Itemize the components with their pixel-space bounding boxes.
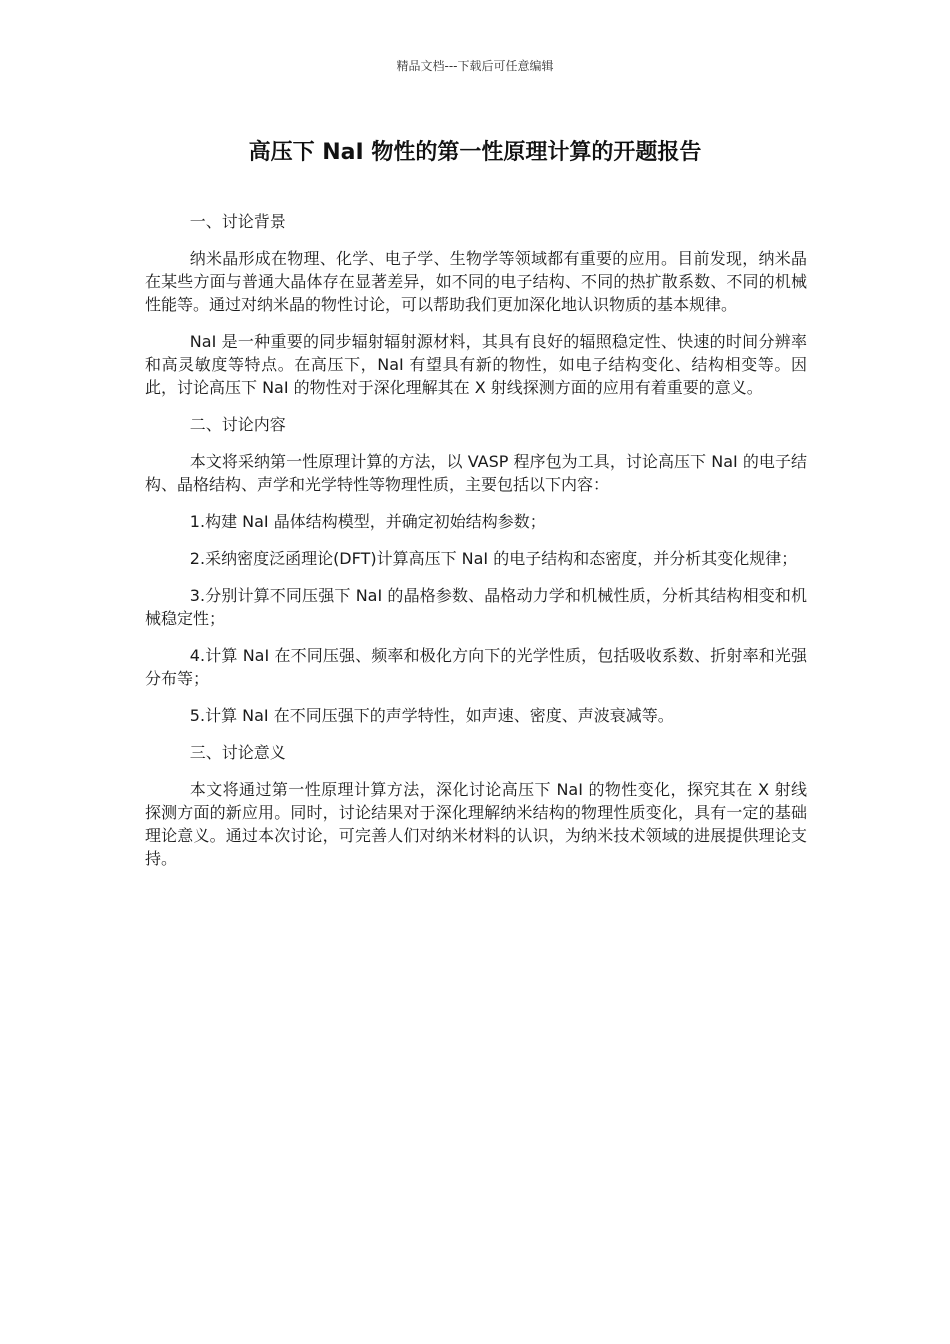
section-heading-content: 二、讨论内容: [189, 415, 286, 434]
document-body: [145, 210, 807, 884]
content-intro-paragraph: 本文将采纳第一性原理计算的方法，以 VASP 程序包为工具，讨论高压下 NaI 的电子结构、晶格结构、声学和光学特性等物理性质，主要包括以下内容：: [145, 452, 807, 494]
background-paragraph-2: NaI 是一种重要的同步辐射辐射源材料，其具有良好的辐照稳定性、快速的时间分辨率和高灵敏度等特点。在高压下，NaI 有望具有新的物性，如电子结构变化、结构相变等。因此，讨论高压下 NaI 的物性对于深化理解其在 X 射线探测方面的应用有着重要的意义。: [145, 332, 807, 397]
page-header-note: 精品文档---下载后可任意编辑: [396, 59, 554, 73]
document-title: 高压下 NaI 物性的第一性原理计算的开题报告: [248, 140, 702, 165]
content-list-item-5: 5.计算 NaI 在不同压强下的声学特性，如声速、密度、声波衰减等。: [189, 706, 674, 725]
content-list-item-2: 2.采纳密度泛函理论(DFT)计算高压下 NaI 的电子结构和态密度，并分析其变化规律；: [189, 549, 798, 568]
content-list-item-4: 4.计算 NaI 在不同压强、频率和极化方向下的光学性质，包括吸收系数、折射率和光强分布等；: [145, 646, 807, 688]
content-list-item-1: 1.构建 NaI 晶体结构模型，并确定初始结构参数；: [189, 512, 546, 531]
background-paragraph-1: 纳米晶形成在物理、化学、电子学、生物学等领域都有重要的应用。目前发现，纳米晶在某些方面与普通大晶体存在显著差异，如不同的电子结构、不同的热扩散系数、不同的机械性能等。通过对纳米晶的物性讨论，可以帮助我们更加深化地认识物质的基本规律。: [145, 249, 807, 314]
significance-paragraph: 本文将通过第一性原理计算方法，深化讨论高压下 NaI 的物性变化，探究其在 X 射线探测方面的新应用。同时，讨论结果对于深化理解纳米结构的物理性质变化，具有一定的基础理论意义。通过本次讨论，可完善人们对纳米材料的认识，为纳米技术领域的进展提供理论支持。: [145, 780, 807, 868]
section-heading-background: 一、讨论背景: [189, 212, 286, 231]
content-list-item-3: 3.分别计算不同压强下 NaI 的晶格参数、晶格动力学和机械性质，分析其结构相变和机械稳定性；: [145, 586, 807, 628]
section-heading-significance: 三、讨论意义: [189, 743, 286, 762]
